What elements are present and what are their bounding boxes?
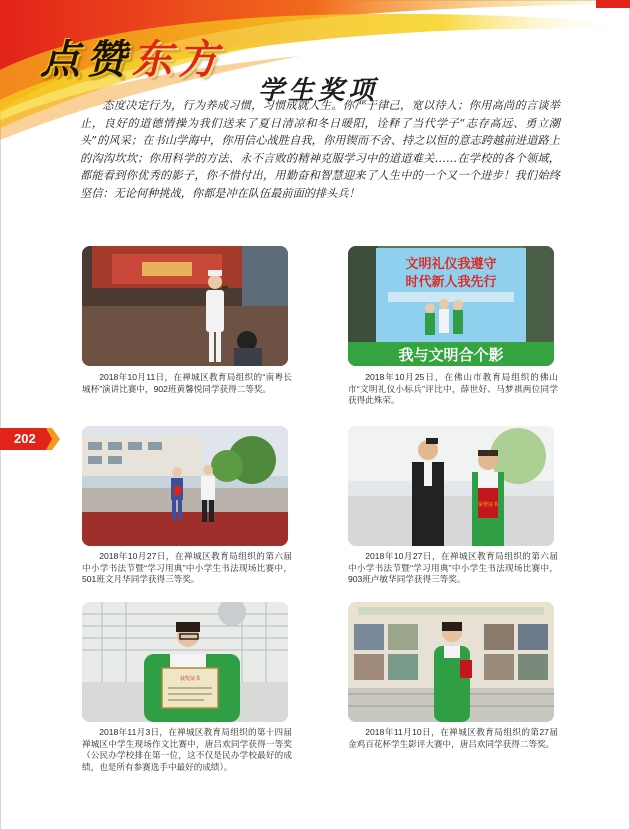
page-number: 202 [14,431,36,446]
award-caption-3: 2018年10月27日，在禅城区教育局组织的第六届中小学书法节暨“学习用典”中小学生书法现场比赛中，501班文月华同学获得三等奖。 [82,551,292,585]
award-caption-2: 2018年10月25日，在佛山市教育局组织的佛山市“文明礼仪小标兵”评比中，薛世好、马梦祺两位同学获得此殊荣。 [348,372,558,406]
schoolyard-photo-icon [82,426,288,546]
certificate-photo-icon [348,426,554,546]
section-subtitle: 学生奖项 [258,76,379,106]
award-caption-1: 2018年10月11日，在禅城区教育局组织的“南粤长城杯”演讲比赛中，902班黄馨悦同学获得二等奖。 [82,372,292,394]
award-photo-calligraphy-2 [348,426,554,546]
certificate-text-1: 荣誉证书 [477,502,499,508]
award-caption-6: 2018年11月10日，在禅城区教育局组织的第27届金鸡百花杯学生影评大赛中，唐吕欢同学获得二等奖。 [348,727,558,749]
essay-certificate-photo-icon [82,602,288,722]
film-review-photo-icon [348,602,554,722]
civility-banner-photo-icon [348,246,554,366]
award-photo-calligraphy-1 [82,426,288,546]
award-photo-speech [82,246,288,366]
banner-line-1: 文明礼仪我遵守 [405,257,497,272]
award-photo-film-review [348,602,554,722]
award-photo-essay [82,602,288,722]
certificate-text-2: 获奖证书 [179,676,201,682]
page-title [40,28,224,85]
intro-paragraph: 态度决定行为，行为养成习惯，习惯成就人生。你严于律己，宽以待人；你用高尚的言谈举止，良好的道德情操为我们送来了夏日清凉和冬日暖阳，诠释了当代学子“志存高远、勇立潮头”的风采；在书山学海中，你用信心战胜自我，你用锲而不舍、持之以恒的意志跨越前进道路上的沟沟坎坎；你用科学的方法、永不言败的精神克服学习中的道道难关……在学校的各个领域，都能看到你优秀的影子，你不惜付出，用勤奋和智慧迎来了人生中的一个又一个进步！我们始终坚信：无论何种挑战，你都是冲在队伍最前面的排头兵！ [80,99,560,200]
title-part2: 东方 [132,36,224,83]
title-part1: 点赞 [40,36,132,83]
award-photo-civility [348,246,554,366]
banner-line-2: 时代新人我先行 [405,275,497,290]
banner-bottom-text: 我与文明合个影 [398,346,504,364]
award-caption-5: 2018年11月3日，在禅城区教育局组织的第十四届禅城区中学生现场作文比赛中，唐吕欢同学获得一等奖（公民办学校排在第一位，这不仅是民办学校最好的成绩，也是所有参赛选手中最好的成绩）。 [82,727,292,772]
speech-stage-photo-icon [82,246,288,366]
award-caption-4: 2018年10月27日，在禅城区教育局组织的第六届中小学书法节暨“学习用典”中小学生书法现场比赛中，903班卢敏华同学获得三等奖。 [348,551,558,585]
